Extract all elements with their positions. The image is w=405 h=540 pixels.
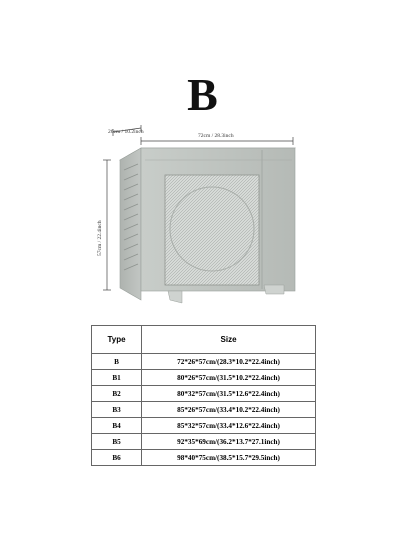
type-cell: B1 (92, 370, 142, 386)
type-cell: B6 (92, 450, 142, 466)
size-cell: 85*32*57cm/(33.4*12.6*22.4inch) (142, 418, 316, 434)
height-label: 57cm / 22.4inch (97, 220, 103, 256)
table-row (92, 450, 316, 466)
width-label: 72cm / 28.3inch (198, 133, 234, 139)
height-dimension (97, 160, 111, 290)
size-cell: 98*40*75cm/(38.5*15.7*29.5inch) (142, 450, 316, 466)
header-size: Size (142, 326, 316, 354)
unit-foot-left (168, 291, 182, 303)
depth-label: 26cm / 10.2inch (108, 129, 144, 135)
table-row (92, 418, 316, 434)
size-table (91, 325, 316, 466)
size-cell: 85*26*57cm/(33.4*10.2*22.4inch) (142, 402, 316, 418)
type-cell: B2 (92, 386, 142, 402)
type-cell: B3 (92, 402, 142, 418)
size-cell: 72*26*57cm/(28.3*10.2*22.4inch) (142, 354, 316, 370)
table-header-row (92, 326, 316, 354)
size-cell: 80*32*57cm/(31.5*12.6*22.4inch) (142, 386, 316, 402)
table-row (92, 434, 316, 450)
width-dimension (141, 133, 293, 145)
fan-grill (165, 175, 259, 285)
table-row (92, 354, 316, 370)
type-cell: B4 (92, 418, 142, 434)
header-type: Type (92, 326, 142, 354)
unit-foot-right (264, 285, 284, 294)
table-row (92, 402, 316, 418)
table-row (92, 386, 316, 402)
model-letter: B (187, 69, 218, 120)
table-row (92, 370, 316, 386)
size-cell: 92*35*69cm/(36.2*13.7*27.1inch) (142, 434, 316, 450)
type-cell: B5 (92, 434, 142, 450)
type-cell: B (92, 354, 142, 370)
size-cell: 80*26*57cm/(31.5*10.2*22.4inch) (142, 370, 316, 386)
depth-dimension (108, 125, 144, 136)
size-table-wrap (91, 325, 316, 466)
